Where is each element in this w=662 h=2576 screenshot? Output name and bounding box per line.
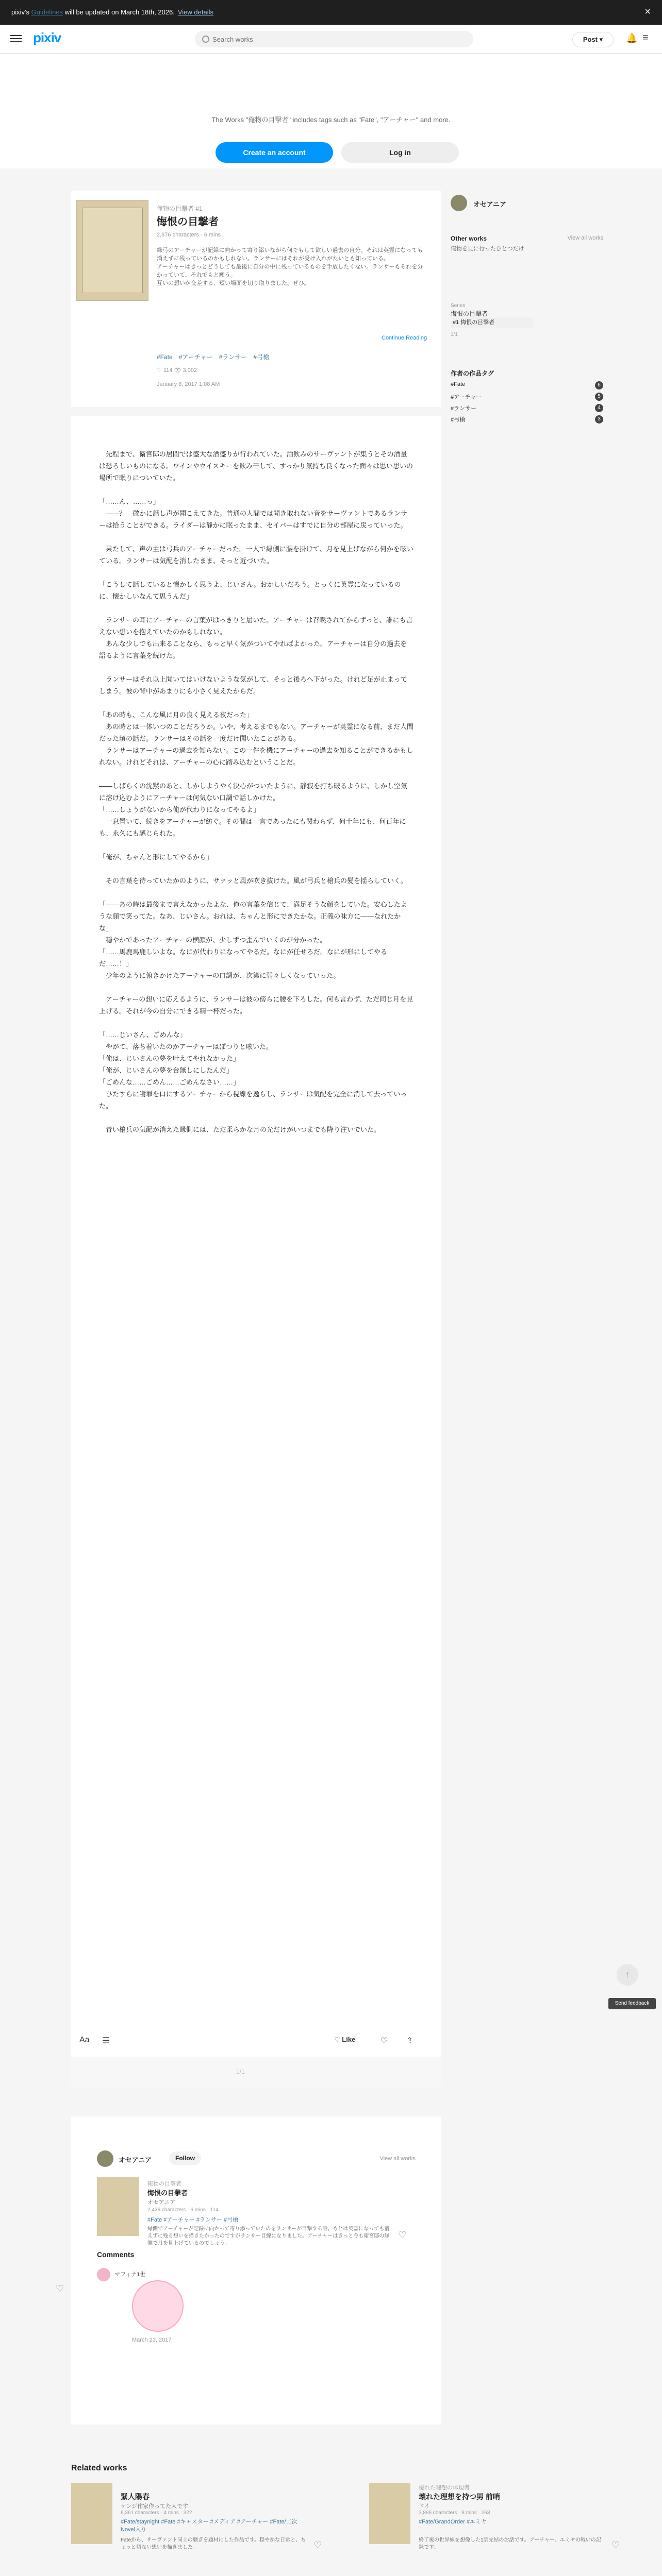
work-tags[interactable]: #Fate/GrandOrder #エミヤ — [419, 2519, 487, 2525]
cover-frame — [82, 208, 143, 293]
create-account-button[interactable]: Create an account — [216, 142, 333, 163]
series-label[interactable]: 俺物の目撃者 #1 — [157, 205, 203, 212]
scroll-top-icon[interactable]: ↑ — [617, 1964, 638, 1986]
work-title[interactable]: 悔恨の目撃者 — [147, 2189, 188, 2197]
work-author[interactable]: ドイ — [419, 2503, 430, 2510]
work-tags[interactable]: #Fate/staynight #Fate #キャスター #メディア #アーチャー #Fate/二次Novel入り — [121, 2519, 297, 2533]
more-icon[interactable]: ≡ — [642, 32, 649, 43]
notice-bar — [0, 0, 662, 25]
work-description: Fateから、サーヴァント同士の騒ぎを題材にした作品です。穏やかな日常と、ちょっと切ない想いを描きました。 — [121, 2537, 306, 2550]
author-tags-heading: 作者の作品タグ — [451, 370, 494, 377]
novel-tags — [157, 352, 275, 361]
page-indicator — [71, 2057, 441, 2088]
novel-caption: 緑弓のアーチャーが記録に向かって寄り添いながら何でもして欲しい過去の自分。それは英霊になっても消えずに残っているのかもしれない。ランサーにはそれが受け入れがたいとも知っている。 アーチャーはきっとどうしても最後に自分の中に残っているものを手放したくない。ランサーもそれを分かっていて、それでもと願う。 互いの想いが交差する、短い場面を切り取りました。ぜひ。 — [157, 247, 423, 286]
pixiv-logo[interactable]: pixiv — [33, 30, 61, 45]
share-icon[interactable]: ⇪ — [406, 2037, 413, 2045]
tag-count: 3 — [595, 415, 603, 423]
site-header — [0, 25, 662, 54]
bell-icon[interactable]: 🔔 — [626, 33, 638, 43]
work-author[interactable]: ケンジ作家作ってた人です — [121, 2503, 189, 2510]
related-work[interactable] — [369, 2483, 627, 2571]
tag-count: 4 — [595, 404, 603, 412]
other-work-item[interactable]: 俺物を見に行ったひとつだけ — [451, 246, 524, 252]
settings-icon[interactable]: ☰ — [102, 2037, 110, 2045]
reader-toolbar — [71, 2024, 441, 2057]
heart-icon[interactable]: ♡ — [313, 2540, 322, 2550]
work-description: 縁側でアーチャーが記録に向かって寄り添っていたのをランサーが目撃する話。もとは英霊になっても消えずに残る想いを描きたかったのですがランサー目線になりました。アーチャーはきっと今も衛宮邸の縁側で月を見上げているのでしょう。 — [147, 2226, 390, 2246]
post-label: Post — [583, 36, 598, 43]
work-description: 終了後の世界線を想像した1話完結のお話です。アーチャー、エミヤの戦いの記録です。 — [419, 2537, 601, 2550]
work-meta: 6,361 characters · 4 mins · 322 — [121, 2510, 192, 2516]
comment-date: March 23, 2017 — [132, 2337, 172, 2343]
heart-icon[interactable]: ♡ — [380, 2037, 388, 2045]
avatar[interactable] — [97, 2150, 113, 2167]
follow-button[interactable]: Follow — [169, 2151, 201, 2165]
work-author[interactable]: オセアニア — [147, 2199, 176, 2206]
novel-date: January 8, 2017 1:08 AM — [157, 381, 220, 387]
related-work[interactable] — [71, 2483, 360, 2571]
tag-name: #Fate — [451, 381, 466, 387]
tag-count: 6 — [595, 381, 603, 389]
notice-suffix: will be updated on March 18th, 2026. — [63, 8, 175, 16]
work-title[interactable]: 壊れた理想を持つ男 前哨 — [419, 2493, 500, 2501]
like-button[interactable]: ♡ Like — [334, 2036, 356, 2043]
comments-heading: Comments — [97, 2250, 135, 2259]
guidelines-link[interactable]: Guidelines — [31, 8, 63, 16]
heart-icon[interactable]: ♡ — [611, 2540, 620, 2550]
tag[interactable]: #弓槍 — [253, 353, 270, 361]
tag[interactable]: #ランサー — [219, 353, 247, 361]
sidebar-tag[interactable] — [451, 415, 603, 423]
search-icon — [202, 36, 209, 43]
tag-name: #ランサー — [451, 405, 477, 412]
novel-body — [71, 416, 441, 2024]
continue-reading-link[interactable]: Continue Reading — [382, 335, 427, 341]
work-tags[interactable]: #Fate #アーチャー #ランサー #弓槍 — [147, 2217, 238, 2223]
series-progress: 1/1 — [451, 332, 458, 337]
other-works-heading: Other works — [451, 235, 487, 242]
avatar[interactable] — [97, 2268, 110, 2281]
search-input[interactable] — [195, 31, 473, 47]
heart-icon[interactable]: ♡ — [56, 2283, 64, 2294]
sidebar-tag[interactable] — [451, 404, 603, 412]
work-series[interactable]: 俺物の目撃者 — [147, 2181, 181, 2187]
work-meta: 3,886 characters · 8 mins · 263 — [419, 2510, 490, 2516]
novel-text: 先程まで、衛宮邸の居間では盛大な酒盛りが行われていた。酒飲みのサーヴァントが集うとその酒量は恐ろしいものになる。ワインやウイスキーを飲み干して、すっかり気持ち良くなった面々は思い思いの場所で眠りについていた。 「……ん、……っ」 ――？ 微かに話し声が聞こえてきた。普通の人間では聞き取れない音をサーヴァントであるランサーは拾うことができる。ライダーは静かに眠ったまま、セイバーはすでに自分の部屋に戻っていった。 果たして、声の主は弓兵のアーチャーだった。一人で縁側に腰を掛けて、月を見上げながら何かを呟いている。ランサーは気配を消したまま、そっと近づいた。 「こうして話していると懐かしく思うよ、じいさん。おかしいだろう。とっくに英霊になっているのに、懐かしいなんて思うんだ」 ランサーの耳にアーチャーの言葉がはっきりと届いた。アーチャーは召喚されてからずっと、誰にも言えない想いを抱えていたのかもしれない。 あんな少しでも出来ることなら、もっと早く気がついてやればよかった。アーチャーは自分の過去を語るように言葉を続けた。 ランサーはそれ以上聞いてはいけないような気がして、そっと後ろへ下がった。けれど足が止まってしまう。彼の背中があまりにも小さく見えたからだ。 「あの時も、こんな風に月の良く見える夜だった」 あの時とは一体いつのことだろうか。いや、考えるまでもない。アーチャーが英霊になる前、まだ人間だった頃の話だ。ランサーはその話を一度だけ聞いたことがある。 ランサーはアーチャーの過去を知らない。この一件を機にアーチャーの過去を知ることができるかもしれない。けれどそれは、アーチャーの心に踏み込むということだ。 ――しばらくの沈黙のあと、しかしようやく決心がついたように、静寂を打ち破るように、しかし空気に溶け込むようにアーチャーは何気ない口調で話しかけた。 「……しょうがないから俺が代わりになってやるよ」 一息置いて、続きをアーチャーが紡ぐ。その間は一言であったにも関わらず、何十年にも、何百年にも、永久にも感じられた。 「俺が、ちゃんと形にしてやるから」 その言葉を待っていたかのように、サァッと風が吹き抜けた。風が弓兵と槍兵の髪を揺らしていく。 「――あの時は最後まで言えなかったよな、俺の言葉を信じて、満足そうな顔をしていた。安心したような顔で笑ってた。なあ、じいさん。おれは、ちゃんと形にできたかな。正義の味方に――なれたかな」 穏やかであったアーチャーの横顔が、少しずつ歪んでいくのが分かった。 「……馬鹿馬鹿しいよな。なにが代わりになってやるだ。なにが任せろだ。なにが形にしてやるだ……！」 少年のように俯きかけたアーチャーの口調が、次第に弱々しくなっていった。 アーチャーの想いに応えるように、ランサーは彼の傍らに腰を下ろした。何も言わず、ただ同じ月を見上げる。それが今の自分にできる精一杯だった。 「……じいさん、ごめんな」 やがて、落ち着いたのかアーチャーはぽつりと呟いた。 「俺は、じいさんの夢を叶えてやれなかった」 「俺が、じいさんの夢を台無しにしたんだ」 「ごめんな……ごめん……ごめんなさい……」 ひたすらに謝罪を口にするアーチャーから視線を逸らし、ランサーは気配を完全に消して去っていった。 青い槍兵の気配が消えた縁側には、ただ柔らかな月の光だけがいつまでも降り注いでいた。 — [99, 450, 413, 1133]
notice-prefix: pixiv's — [11, 8, 31, 16]
author-section — [71, 2116, 441, 2425]
work-meta: 2,436 characters · 6 mins · 114 — [147, 2207, 219, 2213]
font-size-icon[interactable]: Aa — [79, 2036, 90, 2044]
close-icon[interactable]: × — [644, 6, 651, 18]
work-thumbnail[interactable] — [369, 2483, 410, 2544]
login-button[interactable]: Log in — [341, 142, 459, 163]
notice-text — [11, 8, 213, 16]
view-all-works-link[interactable]: View all works — [379, 2156, 416, 2162]
sidebar-tag[interactable] — [451, 393, 603, 401]
sidebar-tag[interactable] — [451, 381, 603, 387]
series-label: Series — [451, 303, 466, 309]
related-works-heading: Related works — [71, 2464, 127, 2472]
view-all-works-link[interactable]: View all works — [567, 235, 603, 241]
view-details-link[interactable]: View details — [177, 8, 213, 16]
series-title[interactable]: 悔恨の目撃者 — [451, 310, 488, 317]
work-thumbnail[interactable] — [71, 2483, 112, 2544]
tag[interactable]: #アーチャー — [178, 353, 213, 361]
comment-stamp — [132, 2280, 184, 2332]
menu-icon[interactable] — [10, 33, 22, 44]
avatar[interactable] — [451, 195, 467, 211]
promo-text: The Works "俺物の目撃者" includes tags such as "Fate", "アーチャー" and more. — [211, 116, 451, 124]
work-title[interactable]: 緊人陽春 — [121, 2493, 150, 2501]
novel-title: 悔恨の目撃者 — [157, 216, 219, 228]
commenter-name[interactable]: マフィナ1世 — [114, 2272, 146, 2278]
work-series[interactable]: 優れた理想の体現者 — [419, 2485, 470, 2491]
novel-cover — [76, 200, 148, 301]
sidebar — [451, 191, 603, 423]
work-thumbnail[interactable] — [97, 2177, 139, 2236]
tag-name: #弓槍 — [451, 417, 466, 423]
author-name[interactable]: オセアニア — [473, 200, 506, 208]
series-current-item[interactable]: #1 悔恨の目撃者 — [451, 317, 533, 328]
author-name[interactable]: オセアニア — [119, 2156, 152, 2164]
novel-stats: ♡ 114 👁 3,002 — [157, 367, 197, 374]
tag-name: #アーチャー — [451, 394, 482, 400]
send-feedback-button[interactable]: Send feedback — [608, 1998, 656, 2009]
post-button[interactable]: Post ▾ — [572, 32, 614, 47]
heart-icon[interactable]: ♡ — [398, 2230, 407, 2240]
novel-meta: 2,876 characters · 6 mins — [157, 232, 221, 238]
tag-count: 5 — [595, 393, 603, 401]
page-number: 1/1 — [236, 2068, 245, 2075]
tag[interactable]: #Fate — [157, 353, 173, 361]
